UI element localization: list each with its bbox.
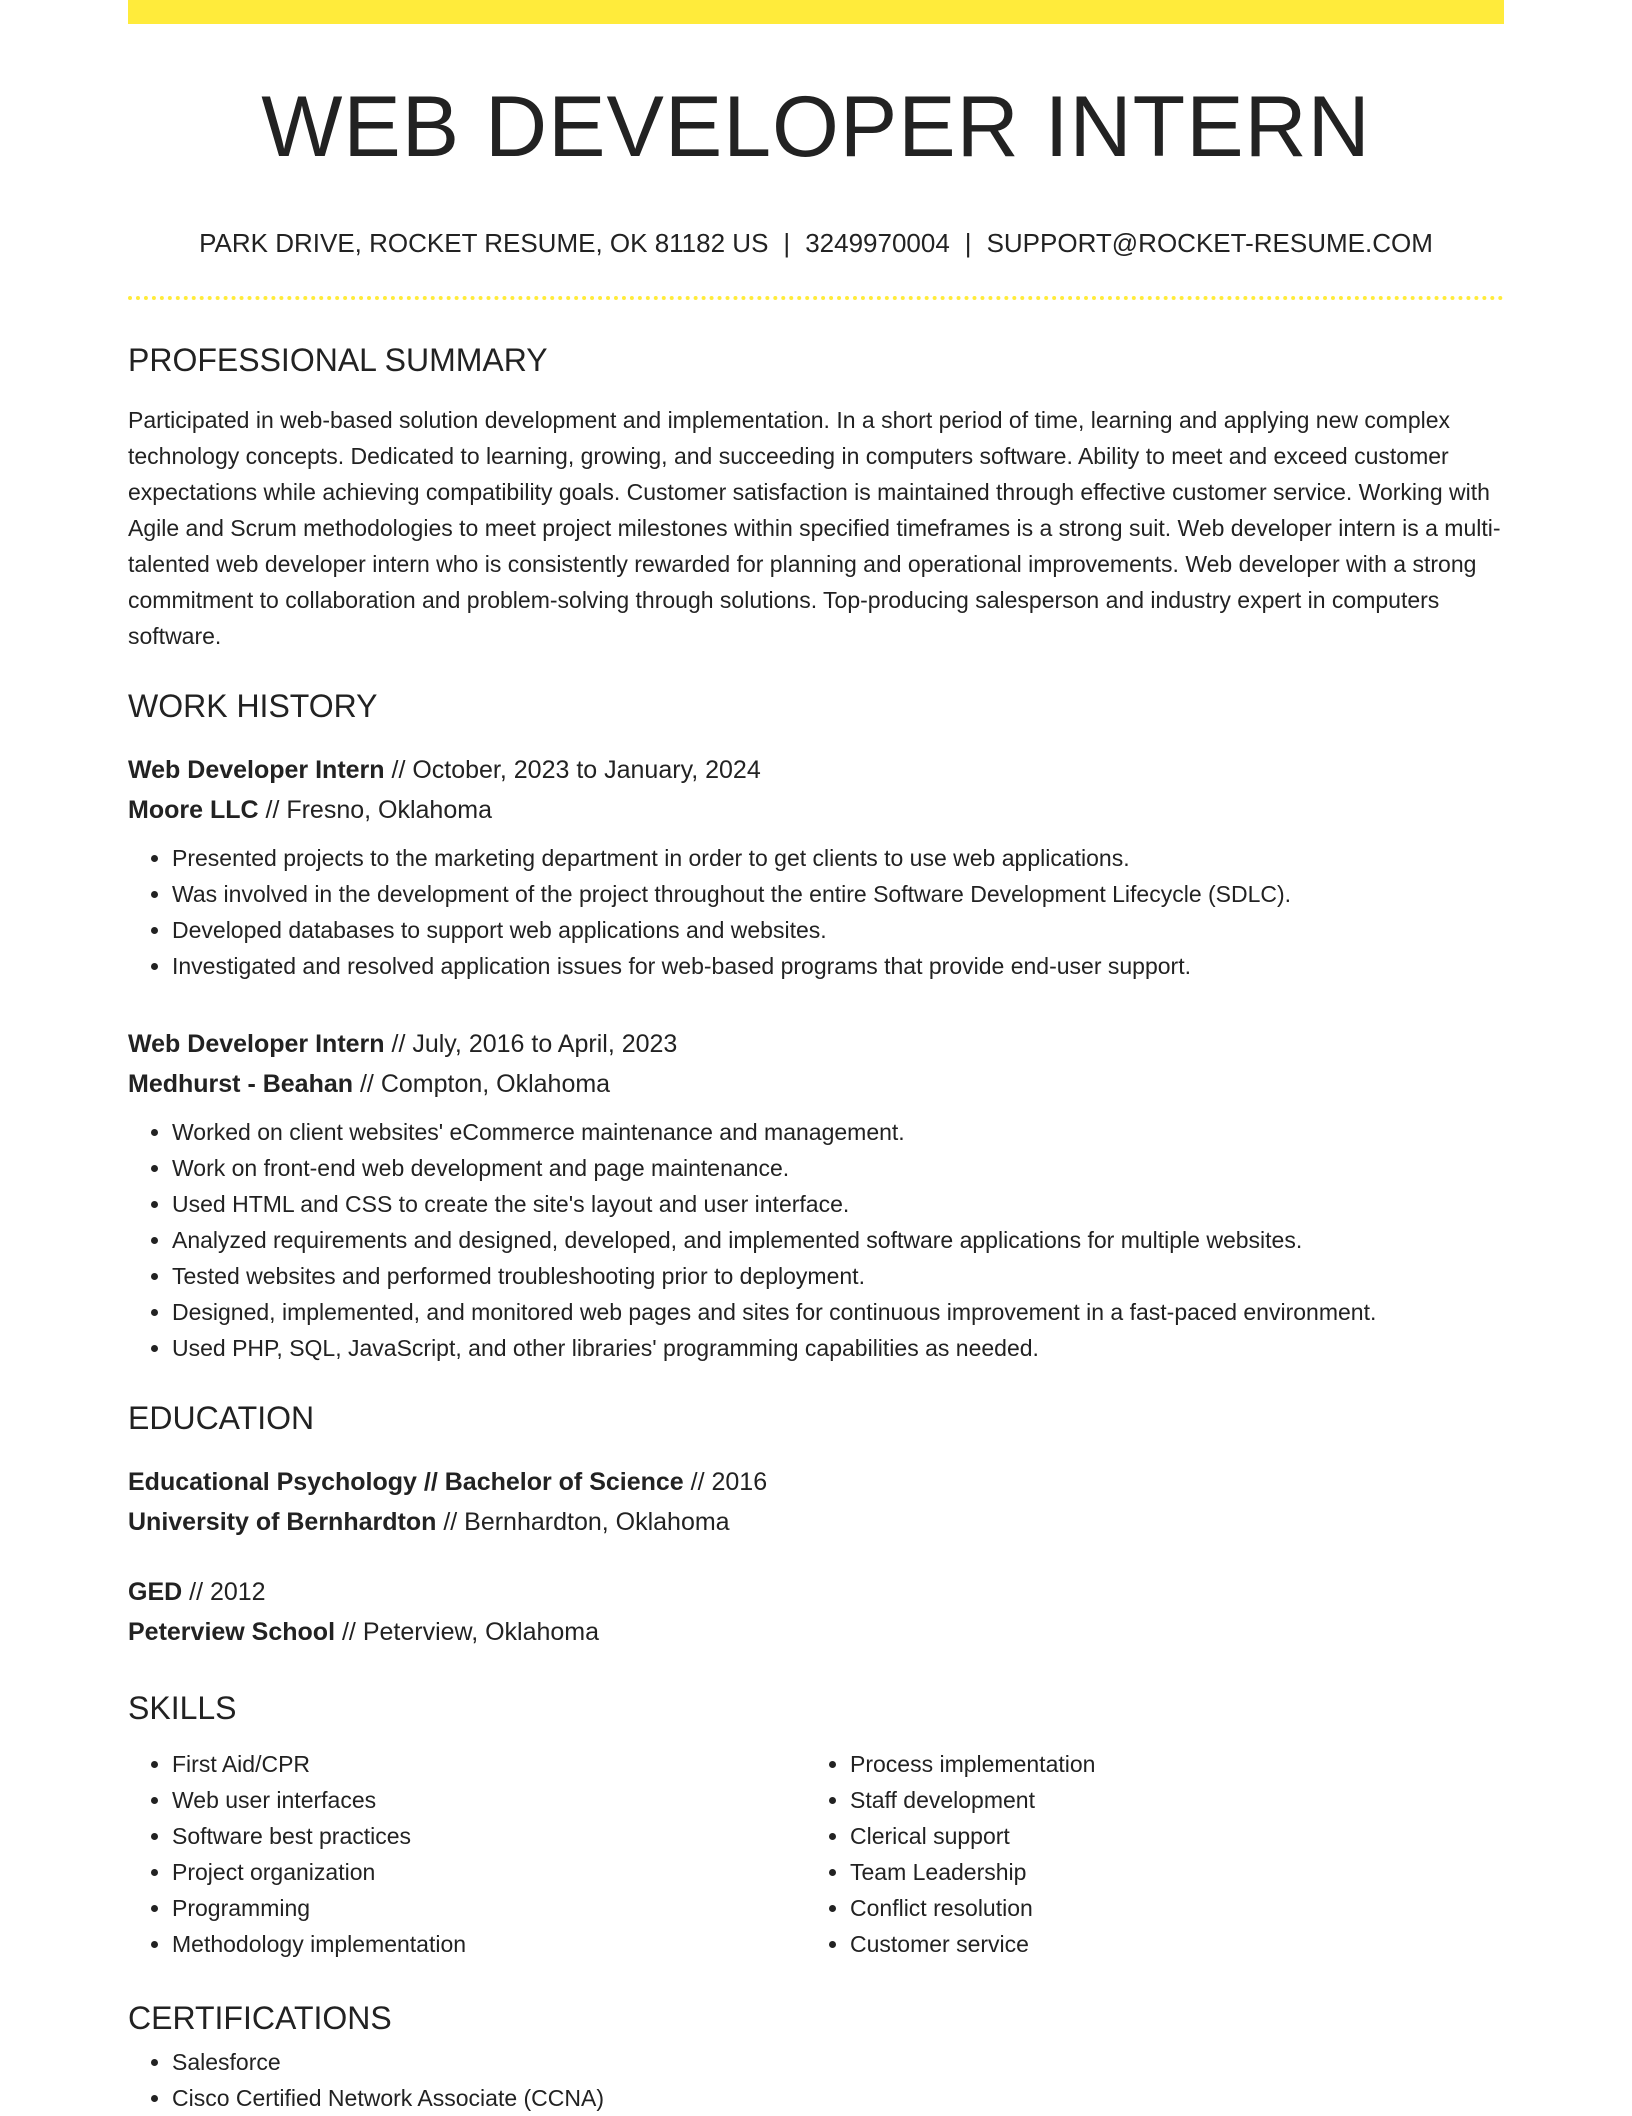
certification-item: • Salesforce <box>172 2044 1504 2080</box>
job-location: // Fresno, Oklahoma <box>258 796 492 824</box>
education-entry <box>128 1462 1504 1542</box>
job-title-line <box>128 750 1504 790</box>
contact-email: SUPPORT@ROCKET-RESUME.COM <box>986 228 1433 258</box>
education-entry <box>128 1572 1504 1652</box>
job-bullets <box>128 840 1504 984</box>
resume-name: WEB DEVELOPER INTERN <box>261 79 1371 175</box>
skills-list-right <box>806 1746 1484 1962</box>
education-year: // 2016 <box>683 1468 768 1496</box>
job-bullet: • Worked on client websites' eCommerce maintenance and management. <box>172 1114 1504 1150</box>
skills-columns <box>128 1746 1504 1962</box>
dotted-divider <box>128 296 1504 300</box>
job-bullet: • Designed, implemented, and monitored web pages and sites for continuous improvement in a fast-paced environment. <box>172 1294 1504 1330</box>
skill-item: • Methodology implementation <box>172 1926 806 1962</box>
education-degree-line <box>128 1572 1504 1612</box>
job-entry <box>128 750 1504 984</box>
job-bullet: • Used PHP, SQL, JavaScript, and other libraries' programming capabilities as needed. <box>172 1330 1504 1366</box>
section-title-education: EDUCATION <box>128 1400 315 1436</box>
job-role: Web Developer Intern <box>128 756 385 784</box>
certification-item: • Cisco Certified Network Associate (CCNA) <box>172 2080 1504 2116</box>
job-company: Medhurst - Beahan <box>128 1070 354 1098</box>
job-bullets <box>128 1114 1504 1366</box>
contact-separator: | <box>964 228 972 258</box>
skill-item: • Programming <box>172 1890 806 1926</box>
job-bullet: • Analyzed requirements and designed, developed, and implemented software applications for multiple websites. <box>172 1222 1504 1258</box>
resume-page <box>128 0 1504 2116</box>
education-school: University of Bernhardton <box>128 1508 437 1536</box>
contact-phone: 3249970004 <box>805 228 950 258</box>
skill-item: • Customer service <box>850 1926 1484 1962</box>
education-degree: GED <box>128 1578 183 1606</box>
section-title-work-history: WORK HISTORY <box>128 688 378 724</box>
job-dates: // July, 2016 to April, 2023 <box>384 1030 678 1058</box>
skill-item: • Web user interfaces <box>172 1782 806 1818</box>
skill-item: • Clerical support <box>850 1818 1484 1854</box>
section-title-summary: PROFESSIONAL SUMMARY <box>128 342 548 378</box>
job-bullet: • Tested websites and performed troubleshooting prior to deployment. <box>172 1258 1504 1294</box>
job-bullet: • Developed databases to support web applications and websites. <box>172 912 1504 948</box>
contact-separator: | <box>783 228 791 258</box>
education-year: // 2012 <box>182 1578 266 1606</box>
job-bullet: • Used HTML and CSS to create the site's layout and user interface. <box>172 1186 1504 1222</box>
job-bullet: • Work on front-end web development and page maintenance. <box>172 1150 1504 1186</box>
education-school-line <box>128 1612 1504 1652</box>
job-company-line <box>128 1064 1504 1104</box>
job-location: // Compton, Oklahoma <box>353 1070 611 1098</box>
job-bullet: • Presented projects to the marketing department in order to get clients to use web applications. <box>172 840 1504 876</box>
education-location: // Bernhardton, Oklahoma <box>436 1508 730 1536</box>
certifications-list <box>128 2044 1504 2116</box>
accent-bar <box>128 0 1504 24</box>
skill-item: • Conflict resolution <box>850 1890 1484 1926</box>
job-company: Moore LLC <box>128 796 259 824</box>
section-title-certifications: CERTIFICATIONS <box>128 2000 392 2036</box>
skills-list-left <box>128 1746 806 1962</box>
summary-text: Participated in web-based solution development and implementation. In a short period of time, learning and applying new complex technology concepts. Dedicated to learning, growing, and succeeding in computers software. Ability to meet and exceed customer expectations while achieving compatibility goals. Customer satisfaction is maintained through effective customer service. Working with Agile and Scrum methodologies to meet project milestones within specified timeframes is a strong suit. Web developer intern is a multi-talented web developer intern who is consistently rewarded for planning and operational improvements. Web developer with a strong commitment to collaboration and problem-solving through solutions. Top-producing salesperson and industry expert in computers software. <box>128 407 1501 649</box>
job-bullet: • Investigated and resolved application issues for web-based programs that provide end-user support. <box>172 948 1504 984</box>
skill-item: • Process implementation <box>850 1746 1484 1782</box>
education-degree: Educational Psychology // Bachelor of Science <box>128 1468 684 1496</box>
skill-item: • Project organization <box>172 1854 806 1890</box>
section-title-skills: SKILLS <box>128 1690 237 1726</box>
education-location: // Peterview, Oklahoma <box>335 1618 600 1646</box>
education-degree-line <box>128 1462 1504 1502</box>
skill-item: • Staff development <box>850 1782 1484 1818</box>
job-company-line <box>128 790 1504 830</box>
education-school: Peterview School <box>128 1618 336 1646</box>
skill-item: • First Aid/CPR <box>172 1746 806 1782</box>
job-entry <box>128 1024 1504 1366</box>
job-bullet: • Was involved in the development of the project throughout the entire Software Development Lifecycle (SDLC). <box>172 876 1504 912</box>
job-dates: // October, 2023 to January, 2024 <box>384 756 761 784</box>
job-title-line <box>128 1024 1504 1064</box>
contact-address: PARK DRIVE, ROCKET RESUME, OK 81182 US <box>199 228 769 258</box>
job-role: Web Developer Intern <box>128 1030 385 1058</box>
skill-item: • Team Leadership <box>850 1854 1484 1890</box>
skill-item: • Software best practices <box>172 1818 806 1854</box>
contact-line <box>128 230 1504 256</box>
education-school-line <box>128 1502 1504 1542</box>
